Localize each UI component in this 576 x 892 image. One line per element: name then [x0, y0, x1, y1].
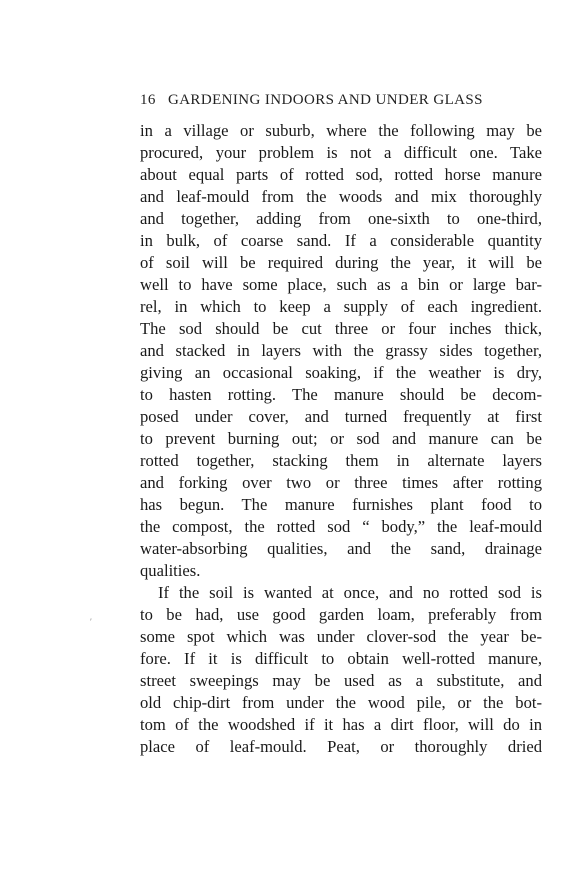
page-number: 16: [140, 92, 156, 108]
text-line: in a village or suburb, where the following may be: [140, 121, 542, 140]
paper-speck: ′: [90, 617, 92, 627]
text-line: street sweepings may be used as a substitute, and: [140, 671, 542, 690]
text-line: posed under cover, and turned frequently at first: [140, 407, 542, 426]
text-line: and leaf-mould from the woods and mix thoroughly: [140, 187, 542, 206]
text-line: has begun. The manure furnishes plant food to: [140, 495, 542, 514]
running-title: GARDENING INDOORS AND UNDER GLASS: [167, 92, 483, 108]
body-text: [140, 120, 542, 758]
text-line: to be had, use good garden loam, preferably from: [140, 605, 542, 624]
text-line: rel, in which to keep a supply of each ingredient.: [140, 297, 542, 316]
text-line: water-absorbing qualities, and the sand, drainage: [140, 539, 542, 558]
text-line: and forking over two or three times after rotting: [140, 473, 542, 492]
text-line: to hasten rotting. The manure should be decom-: [140, 385, 542, 404]
text-line: and together, adding from one-sixth to one-third,: [140, 209, 542, 228]
text-line: giving an occasional soaking, if the weather is dry,: [140, 363, 542, 382]
text-line: old chip-dirt from under the wood pile, or the bot-: [140, 693, 542, 712]
paragraph-1: [140, 120, 542, 582]
text-line: and stacked in layers with the grassy sides together,: [140, 341, 542, 360]
text-line: some spot which was under clover-sod the year be-: [140, 627, 542, 646]
text-line: qualities.: [140, 561, 201, 580]
text-line: in bulk, of coarse sand. If a considerable quantity: [140, 231, 542, 250]
text-line: about equal parts of rotted sod, rotted horse manure: [140, 165, 542, 184]
text-line: the compost, the rotted sod “ body,” the leaf-mould: [140, 517, 542, 536]
running-head: [140, 92, 520, 109]
paragraph-2: [140, 582, 542, 758]
text-line: of soil will be required during the year, it will be: [140, 253, 542, 272]
text-line: well to have some place, such as a bin or large bar-: [140, 275, 542, 294]
text-line: rotted together, stacking them in alternate layers: [140, 451, 542, 470]
text-line: fore. If it is difficult to obtain well-rotted manure,: [140, 649, 542, 668]
text-line: If the soil is wanted at once, and no rotted sod is: [158, 583, 542, 602]
text-line: tom of the woodshed if it has a dirt floor, will do in: [140, 715, 542, 734]
text-line: The sod should be cut three or four inches thick,: [140, 319, 542, 338]
text-line: procured, your problem is not a difficult one. Take: [140, 143, 542, 162]
text-line: to prevent burning out; or sod and manure can be: [140, 429, 542, 448]
text-line: place of leaf-mould. Peat, or thoroughly dried: [140, 737, 542, 756]
